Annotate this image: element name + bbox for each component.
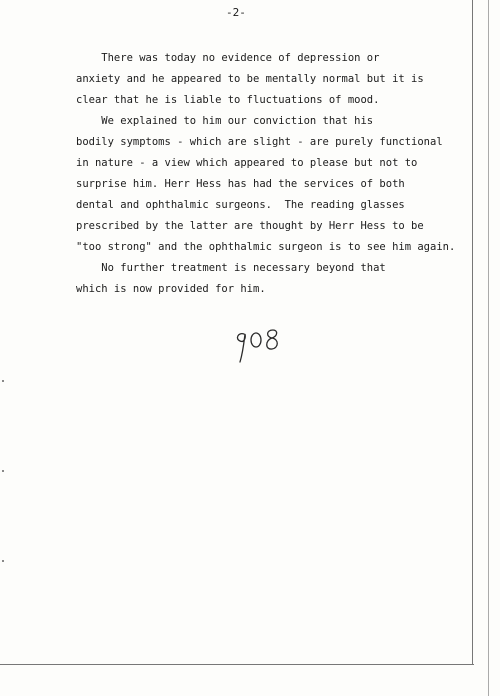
body-line: There was today no evidence of depression or: [76, 52, 380, 64]
scan-speck: [2, 380, 4, 382]
body-line: surprise him. Herr Hess has had the services of both: [76, 178, 405, 190]
paper-edge-line: [472, 0, 473, 665]
body-line: which is now provided for him.: [76, 283, 266, 295]
body-line: clear that he is liable to fluctuations of mood.: [76, 94, 380, 106]
body-line: anxiety and he appeared to be mentally normal but it is: [76, 73, 424, 85]
scan-speck: [2, 560, 4, 562]
page-number: -2-: [226, 6, 246, 19]
body-line: dental and ophthalmic surgeons. The reading glasses: [76, 199, 405, 211]
body-line: in nature - a view which appeared to please but not to: [76, 157, 418, 169]
paper-edge-line: [488, 0, 489, 696]
handwritten-annotation: [232, 326, 292, 366]
body-line: We explained to him our conviction that his: [76, 115, 374, 127]
body-line: No further treatment is necessary beyond that: [76, 262, 386, 274]
body-line: "too strong" and the ophthalmic surgeon is to see him again.: [76, 241, 456, 253]
scan-speck: [2, 470, 4, 472]
paper-edge-line: [0, 664, 474, 665]
body-line: bodily symptoms - which are slight - are purely functional: [76, 136, 443, 148]
body-line: prescribed by the latter are thought by Herr Hess to be: [76, 220, 424, 232]
